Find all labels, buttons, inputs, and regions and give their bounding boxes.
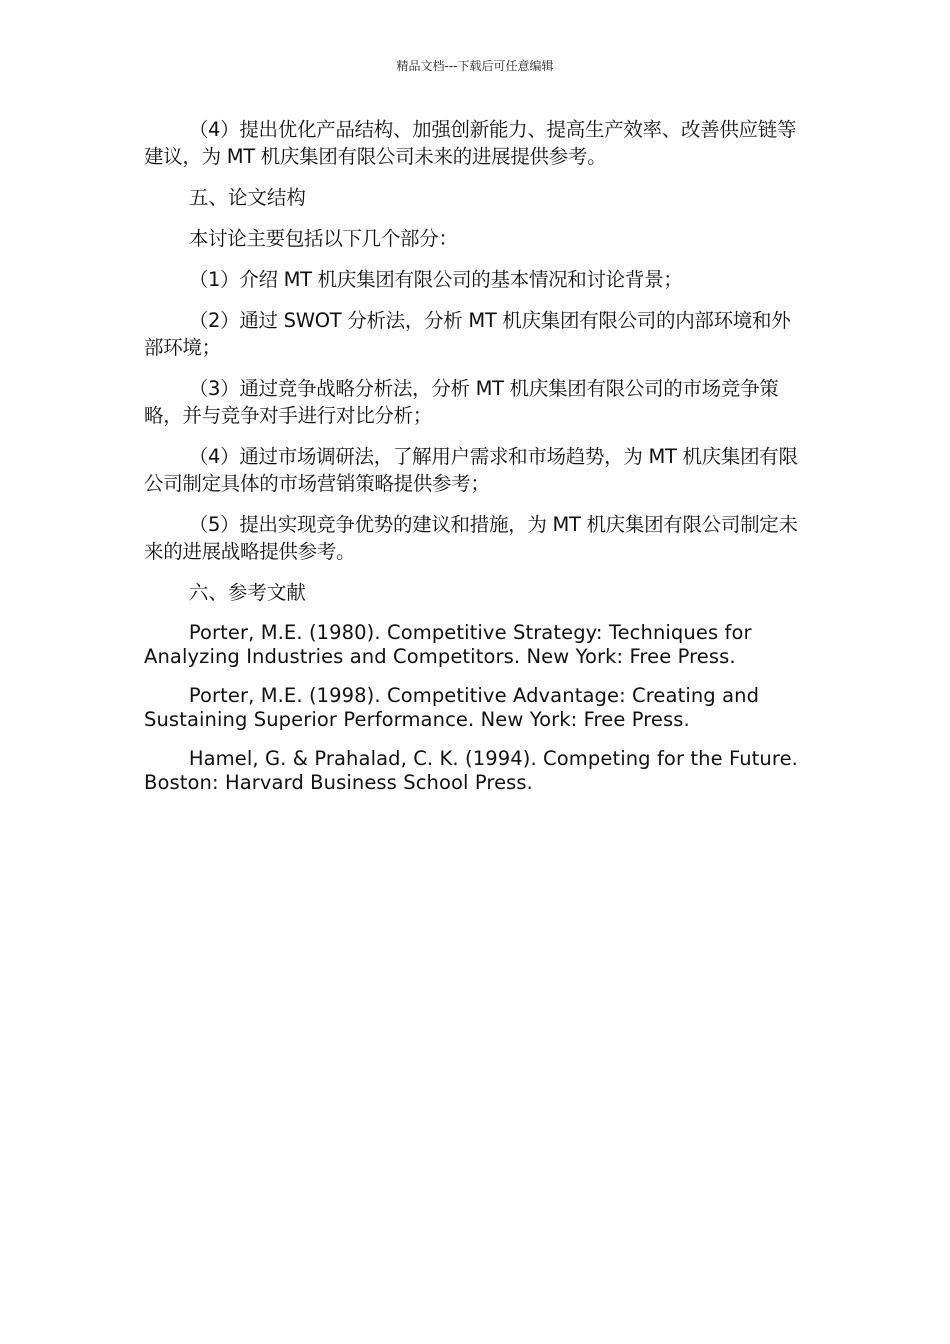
reference-2: Porter, M.E. (1998). Competitive Advantage: Creating and Sustaining Superior Performance. New York: Free Press. — [144, 684, 760, 731]
list-item-3: （3）通过竞争战略分析法，分析 MT 机庆集团有限公司的市场竞争策略，并与竞争对手进行对比分析； — [144, 377, 779, 427]
section-heading-structure: 五、论文结构 — [188, 186, 306, 209]
list-item-2: （2）通过 SWOT 分析法，分析 MT 机庆集团有限公司的内部环境和外部环境； — [144, 309, 791, 359]
section-heading-references: 六、参考文献 — [188, 581, 306, 604]
reference-1: Porter, M.E. (1980). Competitive Strategy: Techniques for Analyzing Industries and Competitors. New York: Free Press. — [144, 621, 752, 668]
paragraph-recommendations: （4）提出优化产品结构、加强创新能力、提高生产效率、改善供应链等建议，为 MT 机庆集团有限公司未来的进展提供参考。 — [144, 118, 797, 168]
list-item-4: （4）通过市场调研法，了解用户需求和市场趋势，为 MT 机庆集团有限公司制定具体的市场营销策略提供参考； — [144, 445, 798, 495]
paragraph-intro: 本讨论主要包括以下几个部分： — [188, 227, 458, 250]
page-header: 精品文档---下载后可任意编辑 — [396, 59, 554, 73]
list-item-5: （5）提出实现竞争优势的建议和措施，为 MT 机庆集团有限公司制定未来的进展战略提供参考。 — [144, 513, 798, 563]
document-body — [144, 116, 808, 795]
list-item-1: （1）介绍 MT 机庆集团有限公司的基本情况和讨论背景； — [188, 268, 683, 291]
reference-3: Hamel, G. & Prahalad, C. K. (1994). Competing for the Future. Boston: Harvard Business School Press. — [144, 747, 798, 794]
